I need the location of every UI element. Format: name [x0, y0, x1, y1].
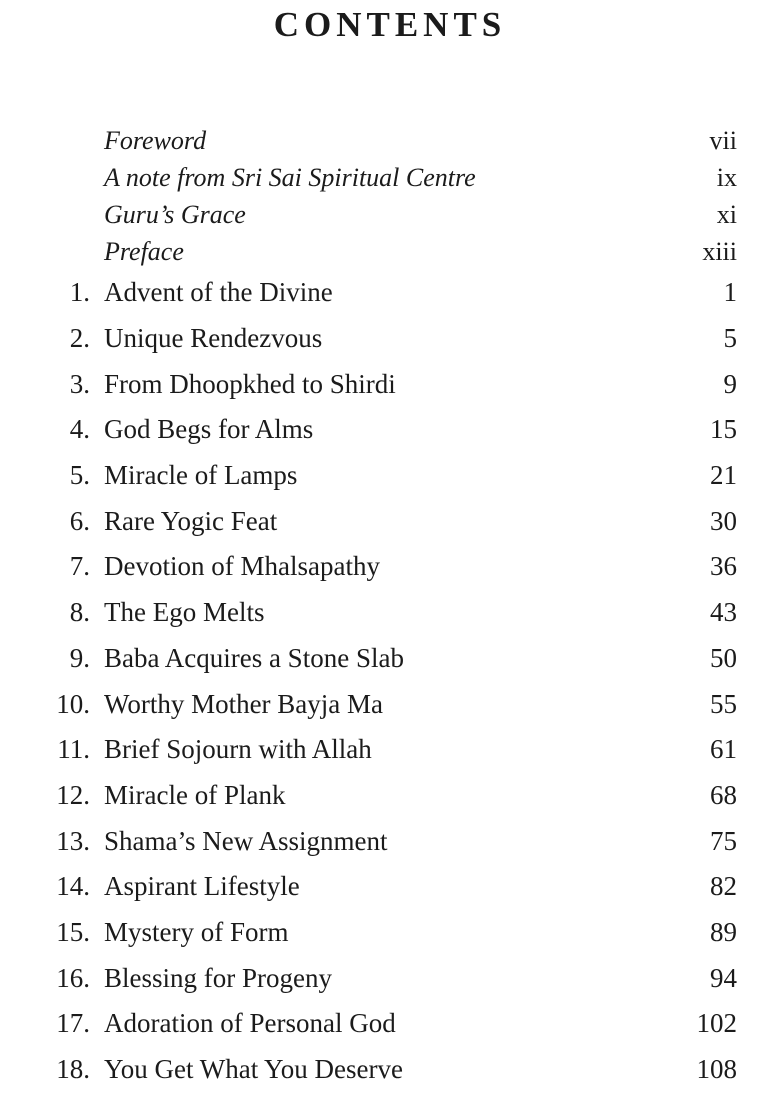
chapter-row	[0, 773, 737, 819]
chapter-title: God Begs for Alms	[104, 414, 314, 445]
chapter-number: 16.	[56, 962, 90, 993]
chapter-number: 18.	[56, 1054, 90, 1085]
entry-title: A note from Sri Sai Spiritual Centre	[104, 162, 476, 192]
chapter-row	[0, 636, 737, 682]
chapter-title: Unique Rendezvous	[104, 323, 323, 354]
chapter-row	[0, 681, 737, 727]
front-matter-row	[0, 159, 737, 196]
chapter-page: 61	[710, 734, 737, 765]
chapter-title: Blessing for Progeny	[104, 962, 332, 993]
chapter-row	[0, 498, 737, 544]
chapter-number: 2.	[69, 323, 90, 354]
chapter-title: Worthy Mother Bayja Ma	[104, 688, 384, 719]
chapter-row	[0, 1047, 737, 1093]
chapter-row	[0, 361, 737, 407]
chapter-title: Aspirant Lifestyle	[104, 871, 300, 902]
chapter-number: 5.	[69, 460, 90, 491]
front-matter-row	[0, 233, 737, 270]
chapter-title: Brief Sojourn with Allah	[104, 734, 372, 765]
chapter-number: 8.	[69, 597, 90, 628]
chapter-page: 89	[710, 916, 737, 947]
chapter-page: 43	[710, 597, 737, 628]
chapter-number: 13.	[56, 825, 90, 856]
chapter-page: 68	[710, 779, 737, 810]
page-title: CONTENTS	[273, 5, 507, 44]
chapter-page: 15	[710, 414, 737, 445]
chapter-page: 21	[710, 460, 737, 491]
chapter-number: 1.	[69, 277, 90, 308]
chapter-page: 50	[710, 642, 737, 673]
chapter-number: 11.	[57, 734, 90, 765]
front-matter-row	[0, 122, 737, 159]
entry-page: ix	[716, 162, 737, 192]
chapter-title: The Ego Melts	[104, 597, 265, 628]
chapter-title: From Dhoopkhed to Shirdi	[104, 368, 396, 399]
chapter-row	[0, 1001, 737, 1047]
chapter-title: Adoration of Personal God	[104, 1008, 396, 1039]
chapter-page: 55	[710, 688, 737, 719]
front-matter-row	[0, 196, 737, 233]
chapter-row	[0, 590, 737, 636]
chapter-number: 4.	[69, 414, 90, 445]
entry-page: xi	[716, 199, 737, 229]
chapter-number: 10.	[56, 688, 90, 719]
chapter-number: 7.	[69, 551, 90, 582]
entry-title: Guru’s Grace	[104, 199, 246, 229]
chapter-page: 9	[723, 368, 737, 399]
chapter-page: 82	[710, 871, 737, 902]
chapter-row	[0, 270, 737, 316]
entry-title: Preface	[104, 236, 184, 266]
entry-page: vii	[709, 125, 737, 155]
chapter-title: Advent of the Divine	[104, 277, 333, 308]
chapter-row	[0, 955, 737, 1001]
chapter-page: 75	[710, 825, 737, 856]
chapter-row	[0, 727, 737, 773]
chapter-title: Baba Acquires a Stone Slab	[104, 642, 404, 673]
chapter-page: 108	[696, 1054, 737, 1085]
chapter-number: 14.	[56, 871, 90, 902]
chapter-title: Miracle of Lamps	[104, 460, 298, 491]
chapter-row	[0, 407, 737, 453]
chapter-row	[0, 818, 737, 864]
chapter-title: You Get What You Deserve	[104, 1054, 404, 1085]
chapter-page: 1	[723, 277, 737, 308]
chapter-title: Miracle of Plank	[104, 779, 286, 810]
chapter-number: 9.	[69, 642, 90, 673]
table-of-contents	[0, 122, 780, 1092]
chapter-row	[0, 544, 737, 590]
chapter-title: Devotion of Mhalsapathy	[104, 551, 380, 582]
chapter-number: 17.	[56, 1008, 90, 1039]
chapter-page: 5	[723, 323, 737, 354]
chapter-page: 94	[710, 962, 737, 993]
entry-page: xiii	[702, 236, 737, 266]
chapter-number: 6.	[69, 505, 90, 536]
chapter-number: 3.	[69, 368, 90, 399]
chapter-row	[0, 910, 737, 956]
chapter-title: Mystery of Form	[104, 916, 289, 947]
chapter-number: 15.	[56, 916, 90, 947]
chapter-number: 12.	[56, 779, 90, 810]
chapter-title: Rare Yogic Feat	[104, 505, 278, 536]
chapter-row	[0, 453, 737, 499]
chapter-page: 102	[696, 1008, 737, 1039]
chapter-row	[0, 316, 737, 362]
chapter-title: Shama’s New Assignment	[104, 825, 388, 856]
chapter-row	[0, 864, 737, 910]
chapter-page: 30	[710, 505, 737, 536]
entry-title: Foreword	[104, 125, 207, 155]
chapter-page: 36	[710, 551, 737, 582]
